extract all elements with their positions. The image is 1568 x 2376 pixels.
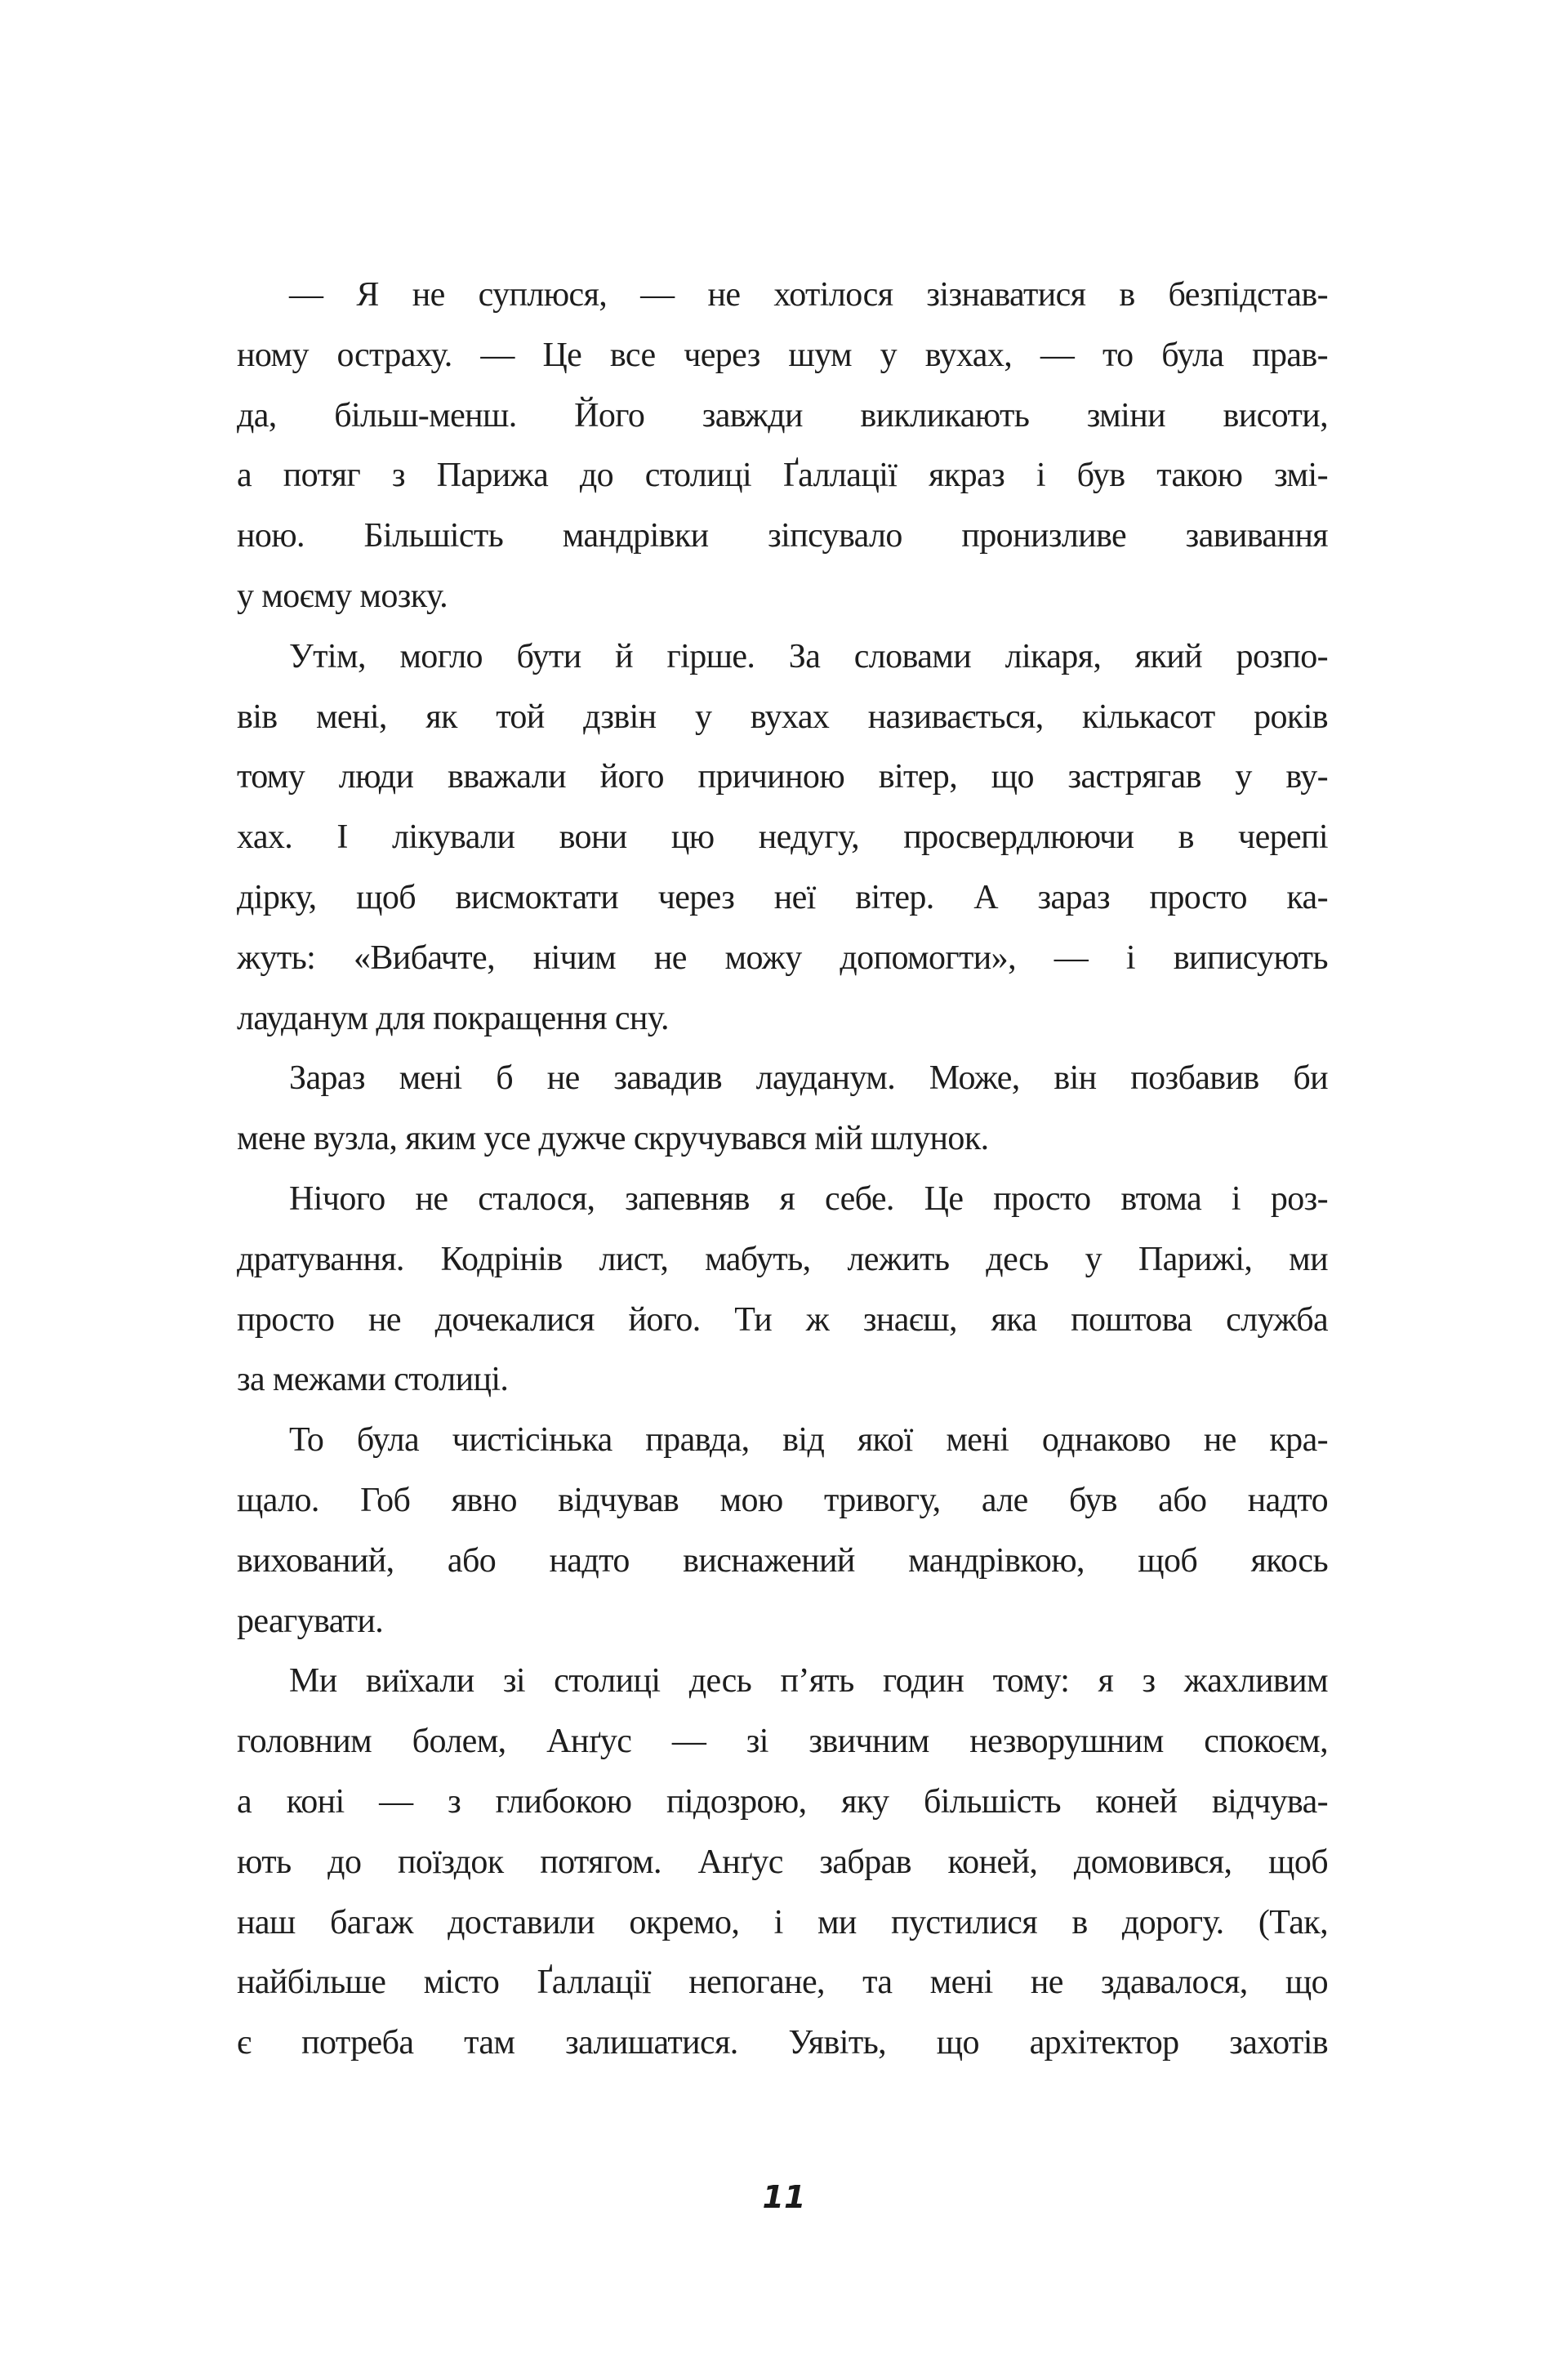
text-line: ною. Більшість мандрівки зіпсувало пронизливе завивання <box>237 517 1328 555</box>
text-line: жуть: «Вибачте, нічим не можу допомогти», — і виписують <box>237 938 1328 977</box>
text-line: хах. І лікували вони цю недугу, просвердлюючи в черепі <box>237 818 1328 857</box>
text-line: а потяг з Парижа до столиці Ґаллації якраз і був такою змі- <box>237 457 1328 495</box>
text-line: дратування. Кодрінів лист, мабуть, лежить десь у Парижі, ми <box>237 1240 1328 1278</box>
body-text <box>237 265 1328 2074</box>
text-line: Утім, могло бути й гірше. За словами лікаря, який розпо- <box>289 637 1328 675</box>
text-line: Зараз мені б не завадив лауданум. Може, він позбавив би <box>289 1059 1328 1098</box>
text-line: вихований, або надто виснажений мандрівкою, щоб якось <box>237 1541 1328 1580</box>
paragraph <box>237 1170 1328 1411</box>
text-line: наш багаж доставили окремо, і ми пустилися в дорогу. (Так, <box>237 1903 1328 1941</box>
text-line: лауданум для покращення сну. <box>237 999 669 1037</box>
text-line: у моєму мозку. <box>237 577 448 615</box>
paragraph <box>237 627 1328 1050</box>
paragraph <box>237 1049 1328 1170</box>
text-line: тому люди вважали його причиною вітер, що застрягав у ву- <box>237 758 1328 796</box>
text-line: є потреба там залишатися. Уявіть, що архітектор захотів <box>237 2024 1328 2062</box>
text-line: просто не дочекалися його. Ти ж знаєш, яка поштова служба <box>237 1300 1328 1339</box>
text-line: да, більш-менш. Його завжди викликають зміни висоти, <box>237 396 1328 435</box>
text-line: за межами столиці. <box>237 1361 509 1399</box>
text-line: ному остраху. — Це все через шум у вухах, — то була прав- <box>237 336 1328 374</box>
paragraph <box>237 1411 1328 1652</box>
text-line: — Я не суплюся, — не хотілося зізнаватися в безпідстав- <box>289 276 1328 314</box>
paragraph <box>237 1652 1328 2074</box>
text-line: головним болем, Анґус — зі звичним незворушним спокоєм, <box>237 1723 1328 1761</box>
page-number: 11 <box>762 2179 806 2215</box>
text-line: вів мені, як той дзвін у вухах називається, кількасот років <box>237 698 1328 736</box>
text-line: ють до поїздок потягом. Анґус забрав коней, домовився, щоб <box>237 1843 1328 1881</box>
text-line: найбільше місто Ґаллації непогане, та мені не здавалося, що <box>237 1964 1328 2002</box>
text-line: То була чистісінька правда, від якої мені однаково не кра- <box>289 1421 1328 1460</box>
paragraph <box>237 265 1328 627</box>
text-line: щало. Гоб явно відчував мою тривогу, але був або надто <box>237 1481 1328 1519</box>
text-line: дірку, щоб висмоктати через неї вітер. А зараз просто ка- <box>237 878 1328 916</box>
text-line: реагувати. <box>237 1602 384 1640</box>
text-line: мене вузла, яким усе дужче скручувався мій шлунок. <box>237 1120 989 1158</box>
text-line: а коні — з глибокою підозрою, яку більшість коней відчува- <box>237 1782 1328 1821</box>
text-line: Нічого не сталося, запевняв я себе. Це просто втома і роз- <box>289 1179 1328 1218</box>
text-line: Ми виїхали зі столиці десь п’ять годин тому: я з жахливим <box>289 1662 1328 1701</box>
